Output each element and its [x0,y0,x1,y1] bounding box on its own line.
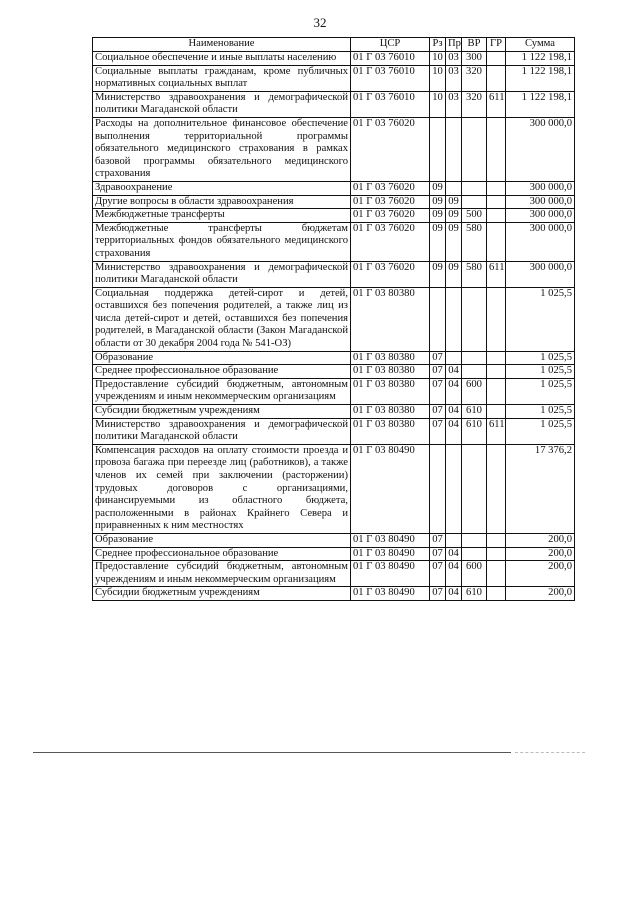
cell-gr [487,351,506,365]
column-header-pr: Пр [446,38,462,52]
cell-rz: 07 [430,547,446,561]
cell-pr [446,351,462,365]
cell-vr: 500 [462,209,487,223]
cell-name: Образование [93,533,351,547]
cell-sum: 17 376,2 [506,444,575,533]
cell-sum: 1 122 198,1 [506,91,575,117]
table-row [93,181,575,195]
cell-pr [446,444,462,533]
cell-gr [487,65,506,91]
cell-rz: 09 [430,209,446,223]
cell-sum: 200,0 [506,547,575,561]
cell-name: Социальные выплаты гражданам, кроме публичных нормативных социальных выплат [93,65,351,91]
cell-name: Расходы на дополнительное финансовое обеспечение выполнения территориальной программы обязательного медицинского страхования в рамках базовой программы обязательного медицинского страхования [93,117,351,181]
cell-name: Предоставление субсидий бюджетным, автономным учреждениям и иным некоммерческим организациям [93,561,351,587]
cell-rz [430,287,446,351]
table-row [93,222,575,261]
cell-name: Министерство здравоохранения и демографической политики Магаданской области [93,261,351,287]
cell-csr: 01 Г 03 80490 [351,533,430,547]
cell-sum: 300 000,0 [506,209,575,223]
cell-sum: 300 000,0 [506,117,575,181]
table-row [93,117,575,181]
cell-gr: 611 [487,261,506,287]
cell-csr: 01 Г 03 76020 [351,222,430,261]
cell-rz: 09 [430,222,446,261]
cell-gr [487,52,506,66]
cell-rz: 07 [430,587,446,601]
cell-rz: 07 [430,365,446,379]
cell-sum: 1 025,5 [506,365,575,379]
cell-vr [462,547,487,561]
table-row [93,561,575,587]
table-body [93,52,575,601]
cell-gr [487,533,506,547]
table-row [93,91,575,117]
cell-gr [487,117,506,181]
cell-pr: 09 [446,209,462,223]
cell-pr [446,117,462,181]
cell-vr [462,195,487,209]
bottom-divider [33,752,511,753]
cell-name: Межбюджетные трансферты бюджетам территориальных фондов обязательного медицинского страхования [93,222,351,261]
cell-vr: 300 [462,52,487,66]
cell-csr: 01 Г 03 76010 [351,52,430,66]
table-row [93,547,575,561]
cell-gr [487,547,506,561]
cell-rz: 09 [430,195,446,209]
cell-csr: 01 Г 03 80380 [351,378,430,404]
cell-pr: 03 [446,91,462,117]
cell-pr: 04 [446,561,462,587]
cell-csr: 01 Г 03 80490 [351,444,430,533]
cell-vr: 610 [462,405,487,419]
column-header-rz: Рз [430,38,446,52]
cell-sum: 1 025,5 [506,405,575,419]
column-header-gr: ГР [487,38,506,52]
cell-pr: 04 [446,378,462,404]
cell-pr: 03 [446,65,462,91]
cell-rz: 09 [430,261,446,287]
cell-csr: 01 Г 03 80380 [351,351,430,365]
cell-csr: 01 Г 03 80490 [351,561,430,587]
table-row [93,533,575,547]
cell-rz [430,117,446,181]
cell-name: Предоставление субсидий бюджетным, автономным учреждениям и иным некоммерческим организациям [93,378,351,404]
cell-name: Субсидии бюджетным учреждениям [93,587,351,601]
cell-csr: 01 Г 03 80380 [351,287,430,351]
cell-csr: 01 Г 03 80490 [351,587,430,601]
cell-gr [487,365,506,379]
cell-pr: 04 [446,405,462,419]
cell-name: Образование [93,351,351,365]
cell-rz: 07 [430,351,446,365]
cell-csr: 01 Г 03 76010 [351,65,430,91]
table-row [93,351,575,365]
cell-name: Социальное обеспечение и иные выплаты населению [93,52,351,66]
table-row [93,405,575,419]
cell-pr: 09 [446,195,462,209]
cell-sum: 1 122 198,1 [506,52,575,66]
cell-rz: 07 [430,561,446,587]
cell-vr [462,351,487,365]
cell-vr: 600 [462,561,487,587]
cell-sum: 1 025,5 [506,418,575,444]
cell-name: Среднее профессиональное образование [93,365,351,379]
page-number: 32 [313,15,327,30]
table-row [93,587,575,601]
column-header-sum: Сумма [506,38,575,52]
cell-sum: 1 025,5 [506,351,575,365]
cell-csr: 01 Г 03 76020 [351,181,430,195]
cell-gr [487,209,506,223]
cell-sum: 1 025,5 [506,378,575,404]
cell-vr [462,533,487,547]
budget-table [92,37,575,601]
cell-name: Министерство здравоохранения и демографической политики Магаданской области [93,91,351,117]
table-row [93,261,575,287]
cell-vr: 320 [462,91,487,117]
cell-gr: 611 [487,91,506,117]
cell-csr: 01 Г 03 80380 [351,365,430,379]
cell-sum: 1 025,5 [506,287,575,351]
cell-rz [430,444,446,533]
cell-csr: 01 Г 03 76020 [351,209,430,223]
cell-pr: 04 [446,587,462,601]
table-row [93,209,575,223]
cell-gr [487,587,506,601]
cell-name: Компенсация расходов на оплату стоимости проезда и провоза багажа при переезде лиц (работников), а также членов их семей при заключении (расторжении) трудовых договоров с организациями, финансируемыми из областного бюджета, расположенными в районах Крайнего Севера и приравненных к ним местностях [93,444,351,533]
cell-sum: 300 000,0 [506,195,575,209]
cell-csr: 01 Г 03 80490 [351,547,430,561]
cell-rz: 07 [430,533,446,547]
cell-vr: 320 [462,65,487,91]
cell-vr [462,444,487,533]
column-header-csr: ЦСР [351,38,430,52]
cell-name: Субсидии бюджетным учреждениям [93,405,351,419]
cell-gr [487,444,506,533]
cell-vr [462,181,487,195]
cell-vr [462,365,487,379]
cell-csr: 01 Г 03 76020 [351,261,430,287]
column-header-vr: ВР [462,38,487,52]
table-row [93,52,575,66]
table-row [93,65,575,91]
cell-vr: 580 [462,222,487,261]
cell-name: Другие вопросы в области здравоохранения [93,195,351,209]
cell-name: Социальная поддержка детей-сирот и детей, оставшихся без попечения родителей, а также лиц из числа детей-сирот и детей, оставшихся без попечения родителей, в Магаданской области (Закон Магаданской области от 30 декабря 2004 года № 541-ОЗ) [93,287,351,351]
cell-vr: 580 [462,261,487,287]
cell-csr: 01 Г 03 80380 [351,418,430,444]
cell-name: Министерство здравоохранения и демографической политики Магаданской области [93,418,351,444]
cell-vr: 600 [462,378,487,404]
cell-sum: 1 122 198,1 [506,65,575,91]
cell-gr [487,222,506,261]
cell-sum: 300 000,0 [506,181,575,195]
bottom-divider-faint [515,752,585,753]
cell-rz: 07 [430,405,446,419]
cell-rz: 09 [430,181,446,195]
table-row [93,378,575,404]
cell-gr [487,561,506,587]
cell-pr: 09 [446,261,462,287]
cell-pr: 04 [446,365,462,379]
cell-pr [446,533,462,547]
table-row [93,287,575,351]
cell-vr [462,287,487,351]
cell-pr [446,287,462,351]
cell-csr: 01 Г 03 80380 [351,405,430,419]
column-header-name: Наименование [93,38,351,52]
cell-gr [487,181,506,195]
cell-vr [462,117,487,181]
cell-csr: 01 Г 03 76020 [351,117,430,181]
cell-gr [487,287,506,351]
cell-gr [487,378,506,404]
cell-name: Здравоохранение [93,181,351,195]
cell-sum: 200,0 [506,533,575,547]
table-row [93,418,575,444]
cell-pr: 04 [446,418,462,444]
cell-rz: 10 [430,65,446,91]
table-row [93,365,575,379]
cell-pr: 09 [446,222,462,261]
cell-rz: 07 [430,378,446,404]
cell-pr: 03 [446,52,462,66]
cell-rz: 10 [430,91,446,117]
cell-csr: 01 Г 03 76010 [351,91,430,117]
cell-csr: 01 Г 03 76020 [351,195,430,209]
cell-vr: 610 [462,418,487,444]
table-row [93,444,575,533]
cell-pr [446,181,462,195]
cell-sum: 300 000,0 [506,222,575,261]
cell-gr [487,195,506,209]
cell-gr: 611 [487,418,506,444]
cell-sum: 300 000,0 [506,261,575,287]
cell-name: Межбюджетные трансферты [93,209,351,223]
cell-pr: 04 [446,547,462,561]
cell-gr [487,405,506,419]
cell-rz: 10 [430,52,446,66]
cell-vr: 610 [462,587,487,601]
table-row [93,195,575,209]
cell-sum: 200,0 [506,561,575,587]
cell-rz: 07 [430,418,446,444]
cell-name: Среднее профессиональное образование [93,547,351,561]
cell-sum: 200,0 [506,587,575,601]
table-header-row [93,38,575,52]
